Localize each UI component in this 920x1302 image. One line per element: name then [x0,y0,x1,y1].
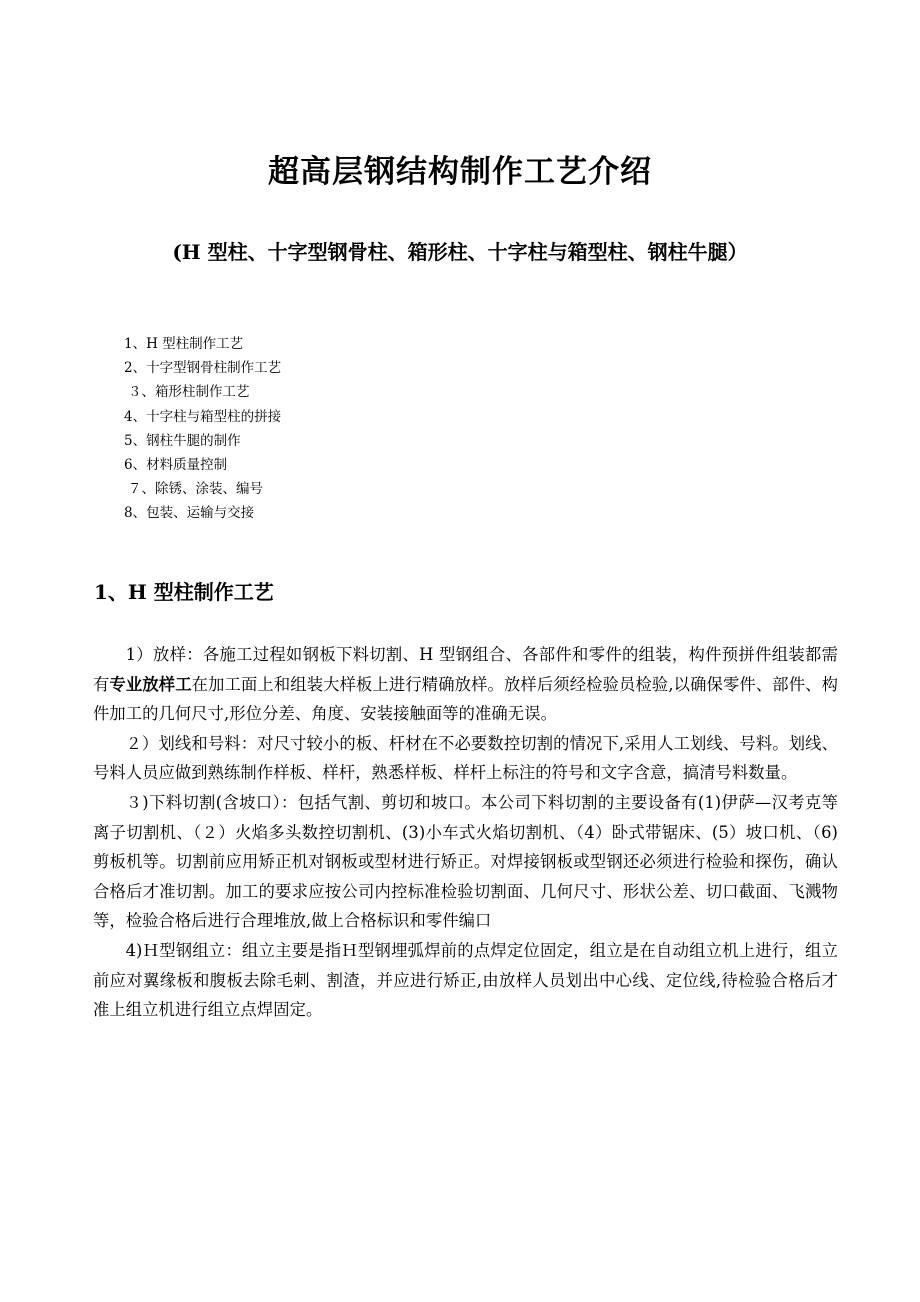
bold-emphasis: 专业放样工 [109,674,192,694]
table-of-contents [124,332,281,526]
toc-item: 6、材料质量控制 [124,456,228,473]
paragraph-layout-lofting [93,640,838,729]
toc-item: ７、除锈、涂装、编号 [128,481,263,498]
paragraph-assembly: 4)Ｈ型钢组立：组立主要是指Ｈ型钢埋弧焊前的点焊定位固定，组立是在自动组立机上进行，组立前应对翼缘板和腹板去除毛刺、割渣，并应进行矫正,由放样人员划出中心线、定位线,待检验合格后才准上组立机进行组立点焊固定。 [93,940,838,1020]
paragraph-text: 在加工面上和组装大样板上进行精确放样。放样后须经检验员检验,以确保零件、部件、构件加工的几何尺寸,形位分差、角度、安装接触面等的准确无误。 [93,674,838,724]
toc-item: 2、十字型钢骨柱制作工艺 [124,360,282,377]
section-body [93,640,838,1025]
toc-item: 5、钢柱牛腿的制作 [124,432,241,449]
toc-item: ３、箱形柱制作工艺 [128,384,250,401]
toc-item: 1、H 型柱制作工艺 [124,336,244,352]
paragraph-text: 1）放样：各施工过程如钢板下料切割、H 型钢组合、各部件和零件的组装，构件预拼件组装都需有 [93,645,838,694]
document-title: 超高层钢结构制作工艺介绍 [268,154,652,190]
paragraph-marking: ２）划线和号料：对尺寸较小的板、杆材在不必要数控切割的情况下,采用人工划线、号料。划线、号料人员应做到熟练制作样板、样杆，熟悉样板、样杆上标注的符号和文字含意，搞清号料数量。 [93,733,838,783]
toc-item: 4、十字柱与箱型柱的拼接 [124,408,282,425]
section-heading: 1、H 型柱制作工艺 [94,580,274,604]
document-subtitle: (H 型柱、十字型钢骨柱、箱形柱、十字柱与箱型柱、钢柱牛腿） [172,240,748,264]
paragraph-cutting: ３)下料切割(含坡口）：包括气割、剪切和坡口。本公司下料切割的主要设备有(1)伊萨—汉考克等离子切割机、（２）火焰多头数控切割机、(3)小车式火焰切割机、（4）卧式带锯床、(5）坡口机、（6)剪板机等。切割前应用矫正机对钢板或型材进行矫正。对焊接钢板或型钢还必须进行检验和探伤，确认合格后才准切割。加工的要求应按公司内控标准检验切割面、几何尺寸、形状公差、切口截面、飞溅物等，检验合格后进行合理堆放,做上合格标识和零件编口 [93,792,838,931]
toc-item: 8、包装、运输与交接 [124,505,255,522]
